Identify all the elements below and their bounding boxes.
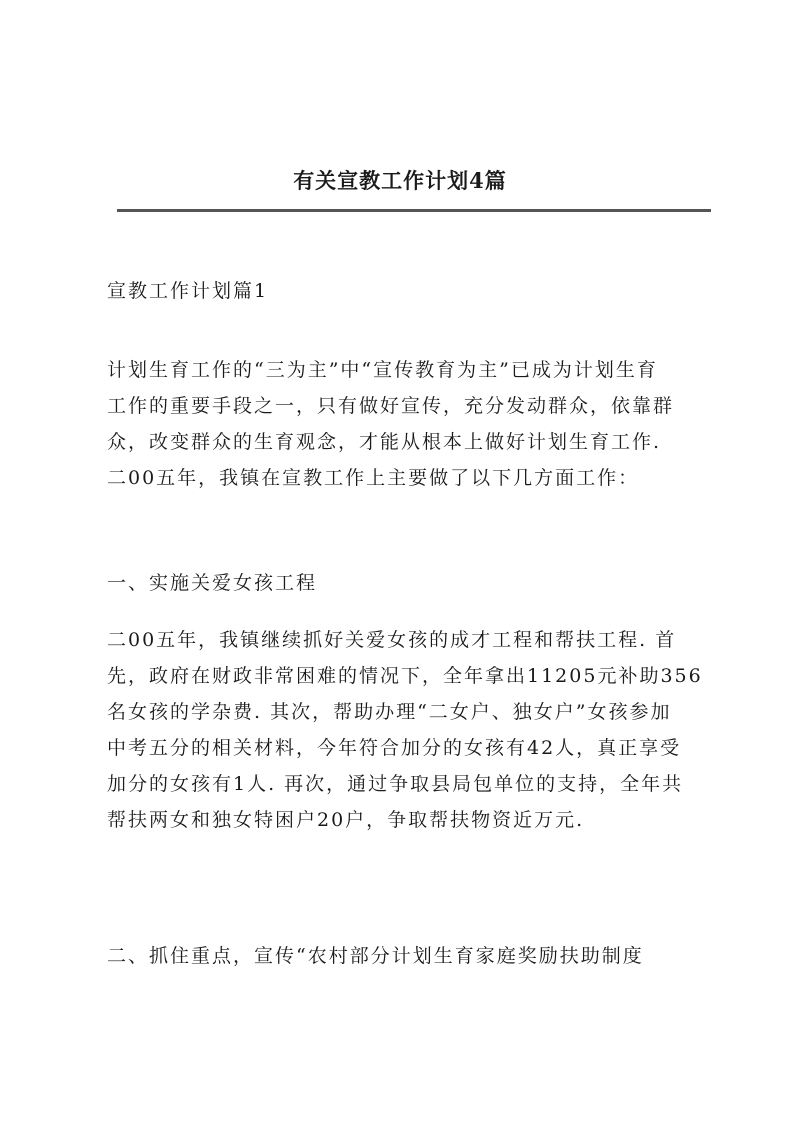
paragraph-line: 二00五年，我镇继续抓好关爱女孩的成才工程和帮扶工程. 首 <box>107 629 677 651</box>
subtitle-text: 宣教工作计划篇1 <box>107 280 269 302</box>
section-subtitle <box>107 273 707 309</box>
title-divider <box>117 209 711 212</box>
paragraph-line: 工作的重要手段之一，只有做好宣传，充分发动群众，依靠群 <box>107 395 675 417</box>
section-heading-2 <box>107 938 707 974</box>
paragraph-line: 先，政府在财政非常困难的情况下，全年拿出11205元补助356 <box>107 665 703 687</box>
paragraph-line: 二00五年，我镇在宣教工作上主要做了以下几方面工作： <box>107 467 640 489</box>
paragraph-2 <box>107 622 707 838</box>
heading-text: 一、实施关爱女孩工程 <box>107 572 318 594</box>
paragraph-line: 中考五分的相关材料，今年符合加分的女孩有42人，真正享受 <box>107 737 682 759</box>
paragraph-line: 众，改变群众的生育观念，才能从根本上做好计划生育工作. <box>107 431 662 453</box>
paragraph-1 <box>107 352 707 496</box>
heading-text: 二、抓住重点，宣传“农村部分计划生育家庭奖励扶助制度 <box>107 945 644 967</box>
paragraph-line: 帮扶两女和独女特困户20户，争取帮扶物资近万元. <box>107 809 585 831</box>
section-heading-1 <box>107 565 707 601</box>
paragraph-line: 计划生育工作的“三为主”中“宣传教育为主”已成为计划生育 <box>107 359 658 381</box>
paragraph-line: 名女孩的学杂费. 其次，帮助办理“二女户、独女户”女孩参加 <box>107 701 672 723</box>
paragraph-line: 加分的女孩有1人. 再次，通过争取县局包单位的支持，全年共 <box>107 773 684 795</box>
document-title: 有关宣教工作计划4篇 <box>293 168 507 193</box>
